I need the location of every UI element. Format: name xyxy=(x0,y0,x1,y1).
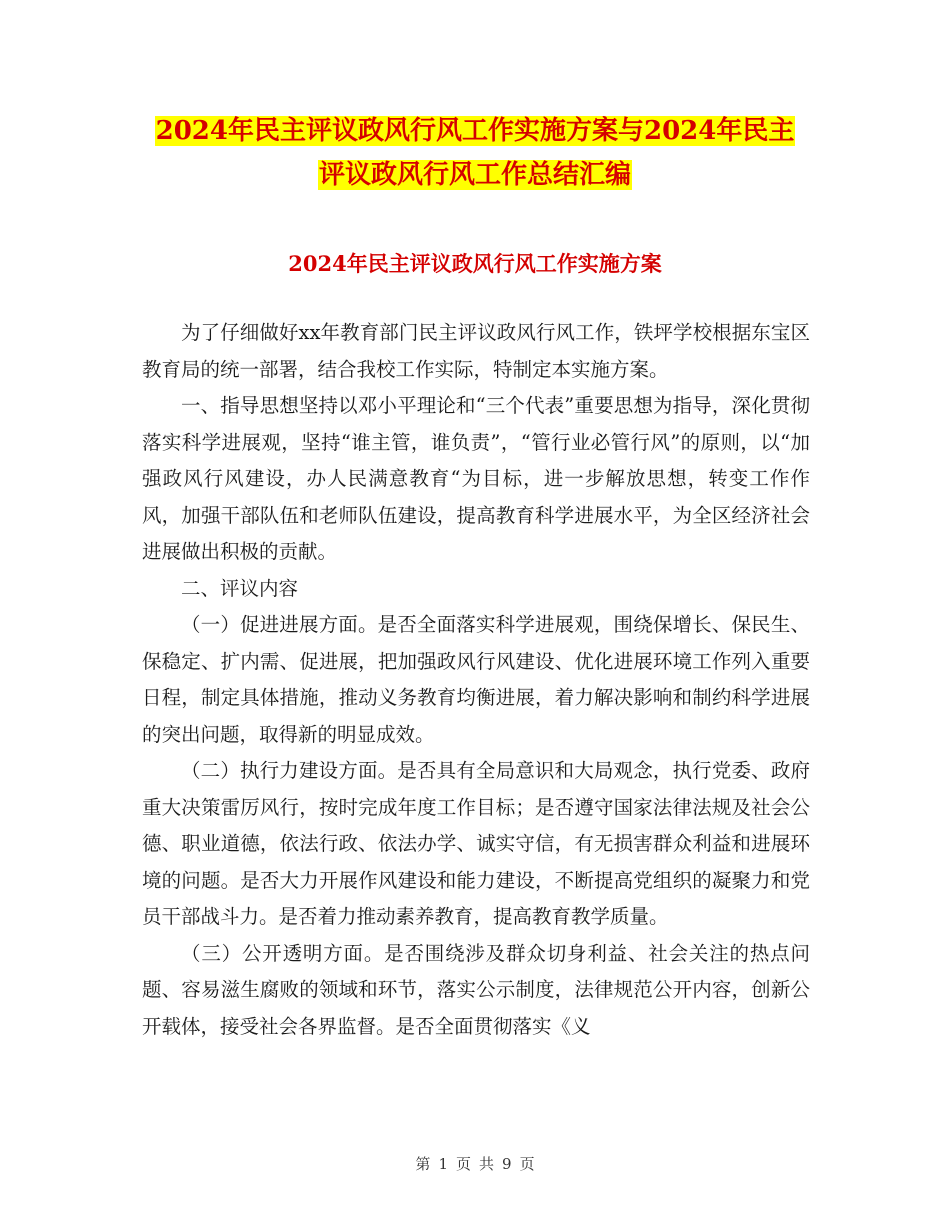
paragraph-transparency: （三）公开透明方面。是否围绕涉及群众切身利益、社会关注的热点问题、容易滋生腐败的领域和环节，落实公示制度，法律规范公开内容，创新公开载体，接受社会各界监督。是否全面贯彻落实《义 xyxy=(142,941,810,1038)
paragraph-review-content-heading: 二、评议内容 xyxy=(181,576,299,600)
footer-page-number: 1 xyxy=(438,1155,448,1173)
footer-total-pages: 9 xyxy=(502,1155,512,1173)
body-text xyxy=(142,315,810,1045)
paragraph-promote-development: （一）促进进展方面。是否全面落实科学进展观，围绕保增长、保民生、保稳定、扩内需、促进展，把加强政风行风建设、优化进展环境工作列入重要日程，制定具体措施，推动义务教育均衡进展，着力解决影响和制约科学进展的突出问题，取得新的明显成效。 xyxy=(142,613,810,746)
paragraph-intro: 为了仔细做好xx年教育部门民主评议政风行风工作，铁坪学校根据东宝区教育局的统一部署，结合我校工作实际，特制定本实施方案。 xyxy=(142,321,810,381)
page-footer xyxy=(0,1153,950,1174)
footer-label-total-unit: 页 xyxy=(519,1155,535,1173)
footer-label-page-unit: 页 xyxy=(455,1155,471,1173)
title-line-1 xyxy=(0,114,950,148)
paragraph-guiding-ideology: 一、指导思想坚持以邓小平理论和“三个代表”重要思想为指导，深化贯彻落实科学进展观，坚持“谁主管，谁负责”，“管行业必管行风”的原则，以“加强政风行风建设，办人民满意教育“为目标，进一步解放思想，转变工作作风，加强干部队伍和老师队伍建设，提高教育科学进展水平，为全区经济社会进展做出积极的贡献。 xyxy=(142,394,810,563)
paragraph-execution: （二）执行力建设方面。是否具有全局意识和大局观念，执行党委、政府重大决策雷厉风行，按时完成年度工作目标；是否遵守国家法律法规及社会公德、职业道德，依法行政、依法办学、诚实守信，有无损害群众利益和进展环境的问题。是否大力开展作风建设和能力建设，不断提高党组织的凝聚力和党员干部战斗力。是否着力推动素养教育，提高教育教学质量。 xyxy=(142,759,810,928)
footer-label-total: 共 xyxy=(479,1155,495,1173)
title-line-1-text: 2024年民主评议政风行风工作实施方案与2024年民主 xyxy=(155,116,795,146)
title-line-2-text: 评议政风行风工作总结汇编 xyxy=(318,160,631,190)
footer-label-page: 第 xyxy=(415,1155,431,1173)
title-line-2 xyxy=(0,158,950,192)
section-title: 2024年民主评议政风行风工作实施方案 xyxy=(288,251,662,276)
